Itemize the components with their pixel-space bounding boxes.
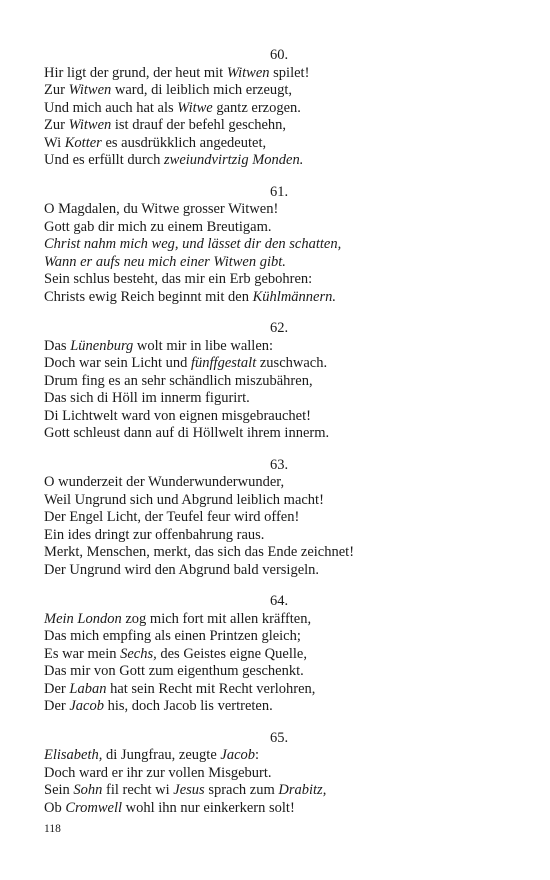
verse-line (44, 65, 514, 83)
text-segment: wohl ihn nur einkerkern solt! (122, 799, 295, 816)
verse-line (44, 254, 514, 272)
poem-text (44, 47, 514, 831)
text-segment: Und mich auch hat als (44, 99, 178, 116)
stanza-number: 62. (269, 320, 289, 336)
verse-line (44, 219, 514, 237)
verse-line (44, 117, 514, 135)
text-segment: ist drauf der befehl geschehn, (111, 117, 287, 133)
text-segment: fil recht wi (102, 782, 174, 798)
text-segment: ward, di leiblich mich erzeugt, (111, 82, 293, 98)
text-segment: Der Ungrund wird den Abgrund bald versigeln. (44, 561, 320, 578)
text-segment: hat sein Recht mit Recht verlohren, (106, 680, 316, 697)
verse-line (44, 289, 514, 307)
italic-text: Sohn (73, 782, 103, 798)
text-segment: Der (44, 698, 70, 714)
italic-text: Jacob (220, 747, 256, 763)
text-segment: Das sich di Höll im innerm figurirt. (44, 390, 250, 406)
italic-text: Laban (69, 680, 107, 697)
stanza (44, 593, 514, 716)
text-segment: : (255, 747, 260, 763)
text-segment: Zur (44, 82, 69, 98)
text-segment: sprach zum (204, 782, 279, 798)
verse-line (44, 628, 514, 646)
verse-line (44, 135, 514, 153)
italic-text: Drabitz, (278, 782, 327, 798)
text-segment: Christs ewig Reich beginnt mit den (44, 288, 253, 305)
verse-line (44, 100, 514, 118)
text-segment: O Magdalen, du Witwe grosser Witwen! (44, 201, 279, 217)
italic-text: Witwe (177, 99, 213, 116)
verse-line (44, 236, 514, 254)
italic-text: Christ nahm mich weg, und lässet dir den schatten, (44, 236, 342, 252)
italic-text: Lünenburg (70, 337, 134, 354)
italic-text: Witwen (226, 64, 270, 81)
verse-line (44, 82, 514, 100)
verse-line (44, 747, 514, 765)
text-segment: Ob (44, 799, 66, 816)
text-segment: Doch ward er ihr zur vollen Misgeburt. (44, 764, 272, 781)
text-segment: Das mir von Gott zum eigenthum geschenkt. (44, 663, 304, 679)
stanza (44, 457, 514, 580)
italic-text: Kotter (64, 134, 102, 151)
text-segment: Zur (44, 117, 69, 133)
verse-line (44, 611, 514, 629)
verse-line (44, 509, 514, 527)
verse-line (44, 474, 514, 492)
text-segment: Weil Ungrund sich und Abgrund leiblich macht! (44, 491, 324, 508)
text-segment: es ausdrükklich angedeutet, (101, 134, 267, 151)
stanza-number: 65. (269, 729, 289, 746)
text-segment: Das mich empfing als einen Printzen gleich; (44, 628, 301, 644)
verse-line (44, 492, 514, 510)
page-number: 118 (44, 823, 61, 835)
verse-line (44, 408, 514, 426)
verse-line (44, 152, 514, 170)
italic-text: Cromwell (65, 799, 123, 816)
text-segment: Drum fing es an sehr schändlich miszubähren, (44, 372, 313, 389)
verse-line (44, 681, 514, 699)
text-segment: Der (44, 680, 70, 697)
italic-text: Jacob (69, 698, 104, 714)
text-segment: di Jungfrau, zeugte (102, 747, 221, 763)
text-segment: Und es erfüllt durch (44, 152, 164, 168)
text-segment: his, doch Jacob lis vertreten. (104, 698, 273, 714)
stanza-number: 60. (269, 47, 289, 63)
verse-line (44, 782, 514, 800)
verse-line (44, 544, 514, 562)
stanza-number: 61. (269, 183, 289, 200)
text-segment: des Geistes eigne Quelle, (156, 645, 307, 662)
text-segment: Ein ides dringt zur offenbahrung raus. (44, 526, 265, 543)
verse-line (44, 271, 514, 289)
italic-text: Witwen (68, 82, 112, 98)
text-segment: Gott schleust dann auf di Höllwelt ihrem innerm. (44, 425, 330, 441)
italic-text: Jesus (173, 782, 205, 798)
text-segment: Es war mein (44, 645, 121, 662)
verse-line (44, 663, 514, 681)
text-segment: spilet! (269, 64, 310, 81)
stanza (44, 184, 514, 307)
text-segment: Di Lichtwelt ward von eignen misgebrauchet! (44, 407, 311, 424)
italic-text: Wann er aufs neu mich einer Witwen gibt. (44, 253, 286, 270)
verse-line (44, 562, 514, 580)
text-segment: wolt mir in libe wallen: (133, 337, 274, 354)
text-segment: Gott gab dir mich zu einem Breutigam. (44, 218, 272, 235)
stanza (44, 320, 514, 443)
text-segment: Hir ligt der grund, der heut mit (44, 64, 227, 81)
text-segment: Sein schlus besteht, das mir ein Erb gebohren: (44, 271, 313, 287)
verse-line (44, 390, 514, 408)
italic-text: Witwen (68, 117, 112, 133)
verse-line (44, 373, 514, 391)
text-segment: zuschwach. (256, 355, 328, 371)
italic-text: fünffgestalt (190, 355, 257, 371)
verse-line (44, 425, 514, 443)
verse-line (44, 355, 514, 373)
stanza-number: 63. (269, 456, 289, 473)
text-segment: Doch war sein Licht und (44, 355, 191, 371)
text-segment: Das (44, 337, 71, 354)
verse-line (44, 527, 514, 545)
verse-line (44, 765, 514, 783)
text-segment: O wunderzeit der Wunderwunderwunder, (44, 474, 285, 490)
verse-line (44, 800, 514, 818)
verse-line (44, 698, 514, 716)
italic-text: Elisabeth, (44, 747, 103, 763)
stanza-number: 64. (269, 593, 289, 609)
text-segment: Der Engel Licht, der Teufel feur wird offen! (44, 509, 300, 525)
italic-text: Sechs, (120, 645, 157, 662)
text-segment: zog mich fort mit allen kräfften, (121, 610, 312, 627)
verse-line (44, 201, 514, 219)
stanza (44, 730, 514, 818)
italic-text: Kühlmännern. (252, 288, 336, 305)
verse-line (44, 338, 514, 356)
verse-line (44, 646, 514, 664)
stanza (44, 47, 514, 170)
text-segment: Wi (44, 134, 65, 151)
text-segment: Merkt, Menschen, merkt, das sich das Ende zeichnet! (44, 544, 355, 560)
italic-text: zweiundvirtzig Monden. (164, 152, 304, 168)
text-segment: gantz erzogen. (212, 99, 301, 116)
italic-text: Mein London (44, 610, 122, 627)
text-segment: Sein (44, 782, 74, 798)
